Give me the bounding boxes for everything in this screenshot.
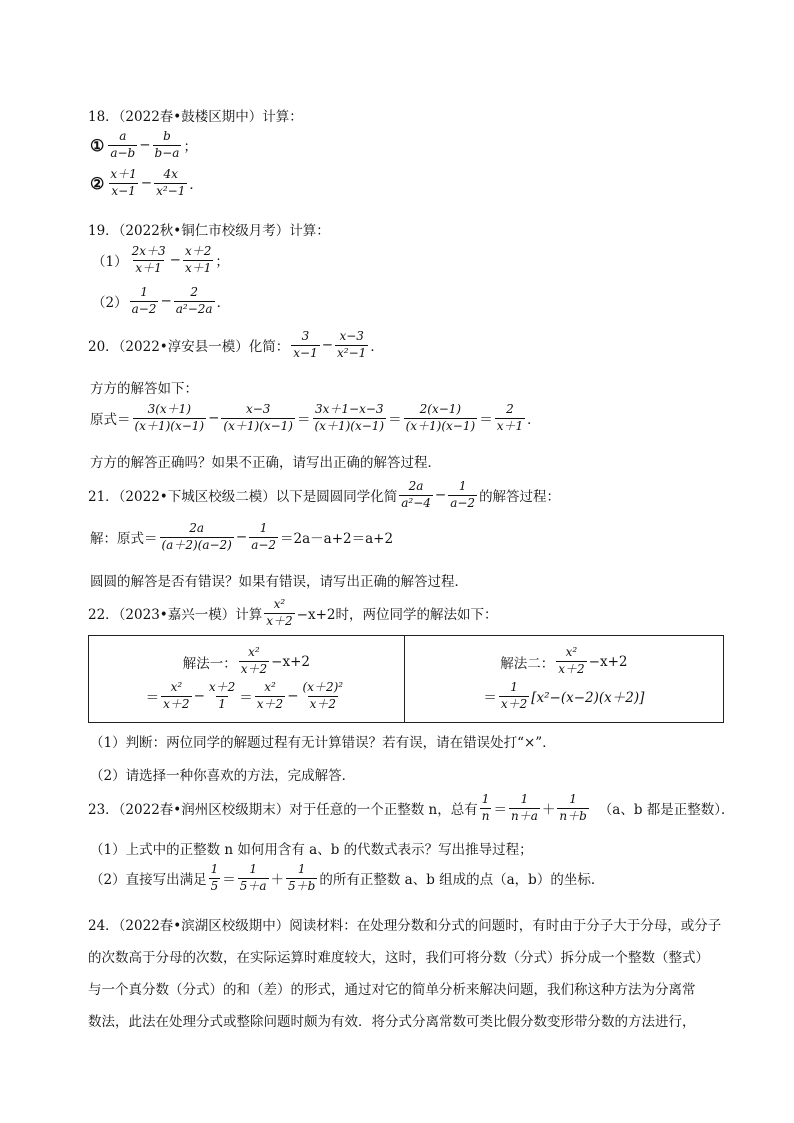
q19-item-2 xyxy=(92,286,230,317)
punctuation: ． xyxy=(370,339,384,356)
q24-line-4 xyxy=(88,1010,696,1030)
fraction xyxy=(153,130,182,161)
fraction xyxy=(291,330,319,361)
denominator: a−b xyxy=(110,145,136,160)
q22-head-tail: −x+2时，两位同学的解法如下： xyxy=(296,607,498,624)
operator: − xyxy=(160,293,172,310)
fraction xyxy=(313,403,387,434)
denominator: x＋1 xyxy=(184,260,212,275)
expression-tail: −x+2 xyxy=(588,653,628,670)
solution-prefix: 原式＝ xyxy=(90,412,131,429)
operator: − xyxy=(169,252,181,269)
q20-intro xyxy=(90,377,198,397)
q23-head-text: 23．（2022春•润州区校级期末）对于任意的一个正整数 n，总有 xyxy=(88,802,478,819)
q20-head-text: 20．（2022•淳安县一模）化简： xyxy=(88,339,290,356)
operator: − xyxy=(434,487,447,504)
punctuation: ． xyxy=(216,295,231,312)
q22-part-2 xyxy=(90,764,355,784)
fraction xyxy=(160,522,234,553)
numerator: x−3 xyxy=(339,329,364,343)
denominator: a²−2a xyxy=(175,301,213,316)
q23-part-2 xyxy=(90,863,604,894)
denominator: 5 xyxy=(210,878,219,893)
q19-item-1 xyxy=(92,245,229,276)
equals: ＝ xyxy=(483,690,497,707)
numerator: a xyxy=(119,129,127,143)
numerator: 2a xyxy=(408,479,424,493)
punctuation: ． xyxy=(527,412,541,429)
numerator: 2a xyxy=(189,521,205,535)
fraction xyxy=(221,403,295,434)
q21-head-text: 21．（2022•下城区校级二模）以下是圆圆同学化简 xyxy=(88,489,398,506)
numerator: x＋2 xyxy=(208,680,236,694)
equals: ＝ xyxy=(222,872,236,889)
q22-part-2-text: （2）请选择一种你喜欢的方法，完成解答． xyxy=(90,768,356,784)
denominator: (x＋1)(x−1) xyxy=(314,418,385,433)
equals: ＝ xyxy=(388,412,402,429)
fraction xyxy=(108,168,138,199)
bracket-expression: [x²−(x−2)(x＋2)] xyxy=(531,690,645,707)
denominator: x²−1 xyxy=(337,345,367,360)
fraction xyxy=(249,522,278,553)
fraction xyxy=(404,403,478,434)
numerator: 3x＋1−x−3 xyxy=(315,402,384,416)
numerator: 2 xyxy=(506,402,514,416)
q23-part-2-tail: 的所有正整数 a、b 组成的点（a，b）的坐标． xyxy=(319,872,605,889)
q20-heading xyxy=(88,330,384,361)
operator: − xyxy=(287,688,299,705)
denominator: x＋1 xyxy=(496,418,524,433)
denominator: x＋2 xyxy=(500,696,528,711)
denominator: 5＋a xyxy=(239,878,267,893)
denominator: (a＋2)(a−2) xyxy=(161,537,232,552)
numerator: x＋1 xyxy=(110,167,137,181)
fraction xyxy=(108,130,137,161)
item-marker: （2） xyxy=(92,295,128,312)
fraction xyxy=(154,168,187,199)
denominator: x²−1 xyxy=(156,183,186,198)
fraction xyxy=(239,646,269,677)
equals: ＝ xyxy=(145,690,160,707)
method-one-cell xyxy=(89,636,405,723)
numerator: 1 xyxy=(249,862,257,876)
fraction xyxy=(448,480,477,511)
denominator: n＋a xyxy=(510,808,538,823)
denominator: x＋2 xyxy=(163,696,190,711)
denominator: a−2 xyxy=(251,537,277,552)
item-marker: （1） xyxy=(92,254,128,271)
denominator: x＋2 xyxy=(266,613,293,628)
q21-solution xyxy=(90,522,393,553)
denominator: n＋b xyxy=(559,808,587,823)
numerator: 1 xyxy=(140,285,148,299)
numerator: 2 xyxy=(190,285,198,299)
method-two-label: 解法二： xyxy=(500,655,555,672)
method-two-line1 xyxy=(405,646,723,677)
solution-tail: ＝2a－a+2＝a+2 xyxy=(280,531,394,548)
fraction xyxy=(161,681,191,712)
denominator: 5＋b xyxy=(288,878,316,893)
fraction xyxy=(556,646,586,677)
numerator: 1 xyxy=(520,792,529,806)
q22-heading xyxy=(88,598,497,629)
q22-part-1 xyxy=(90,731,556,751)
fraction xyxy=(174,286,215,317)
solutions-table xyxy=(88,635,724,723)
method-two-cell xyxy=(404,636,723,723)
operator: − xyxy=(321,337,334,354)
numerator: x² xyxy=(273,597,286,611)
q18-item-1 xyxy=(90,130,197,161)
numerator: 1 xyxy=(458,479,467,493)
fraction xyxy=(399,480,433,511)
equals: ＝ xyxy=(239,690,253,707)
numerator: 4x xyxy=(163,167,178,181)
denominator: b−a xyxy=(154,145,180,160)
operator: − xyxy=(235,529,248,546)
equals: ＝ xyxy=(479,412,493,429)
q20-intro-text: 方方的解答如下： xyxy=(90,381,198,397)
method-one-line2 xyxy=(89,681,404,712)
operator: ＋ xyxy=(270,872,285,889)
operator: − xyxy=(193,688,205,705)
equals: ＝ xyxy=(297,412,311,429)
fraction xyxy=(255,681,285,712)
denominator: x−1 xyxy=(111,183,136,198)
fraction xyxy=(509,793,540,824)
punctuation: ； xyxy=(215,254,229,271)
fraction xyxy=(130,245,168,276)
numerator: x² xyxy=(248,645,260,660)
denominator: x＋2 xyxy=(256,696,284,711)
fraction xyxy=(495,403,525,434)
q20-solution xyxy=(90,403,541,434)
denominator: (x＋1)(x−1) xyxy=(405,418,476,433)
punctuation: ； xyxy=(183,139,197,156)
fraction xyxy=(499,681,529,712)
denominator: x＋1 xyxy=(135,260,162,275)
fraction xyxy=(130,286,159,317)
q18-heading xyxy=(88,105,303,125)
q21-heading xyxy=(88,480,560,511)
operator: − xyxy=(140,175,153,192)
q19-heading xyxy=(88,219,330,239)
q24-line-3 xyxy=(88,978,696,998)
numerator: 1 xyxy=(510,680,518,694)
q21-question-text: 圆圆的解答是否有错误？如果有错误，请写出正确的解答过程． xyxy=(90,574,468,590)
q21-head-tail: 的解答过程： xyxy=(479,489,561,506)
operator: ＋ xyxy=(541,802,556,819)
numerator: x−3 xyxy=(245,402,271,416)
q20-question-text: 方方的解答正确吗？如果不正确，请写出正确的解答过程． xyxy=(90,455,441,471)
numerator: x² xyxy=(264,680,276,694)
q24-text: 数法，此法在处理分式或整除问题时颇为有效．将分式分离常数可类比假分数变形带分数的方法进行， xyxy=(88,1014,696,1030)
denominator: x＋2 xyxy=(558,662,585,677)
numerator: 3(x＋1) xyxy=(147,402,191,416)
q19-head-text: 19．（2022秋•铜仁市校级月考）计算： xyxy=(88,223,330,239)
fraction xyxy=(301,681,346,712)
denominator: 1 xyxy=(218,696,226,711)
punctuation: ． xyxy=(189,177,203,194)
numerator: x² xyxy=(170,680,183,694)
numerator: x² xyxy=(565,645,578,660)
q21-question xyxy=(90,570,468,590)
denominator: (x＋1)(x−1) xyxy=(134,418,205,433)
q24-text: 的次数高于分母的次数，在实际运算时难度较大，这时，我们可将分数（分式）拆分成一个整数（整式） xyxy=(88,950,709,966)
q18-item-2 xyxy=(90,168,203,199)
circled-2-marker: ② xyxy=(90,173,105,193)
q22-head-text: 22．（2023•嘉兴一模）计算 xyxy=(88,607,263,624)
denominator: x−1 xyxy=(293,345,318,360)
q23-part-1 xyxy=(90,838,533,858)
fraction xyxy=(238,863,269,894)
fraction xyxy=(264,598,294,629)
numerator: 1 xyxy=(259,521,268,535)
q24-text: 与一个真分数（分式）的和（差）的形式，通过对它的简单分析来解决问题，我们称这种方法为分离常 xyxy=(88,982,696,998)
fraction xyxy=(335,330,368,361)
q24-text: 24．（2022春•滨湖区校级期中）阅读材料：在处理分数和分式的问题时，有时由于分子大于分母，或分子 xyxy=(88,918,722,934)
numerator: 1 xyxy=(569,792,577,806)
numerator: 1 xyxy=(297,862,306,876)
numerator: b xyxy=(163,129,171,143)
equals: ＝ xyxy=(493,802,507,819)
fraction xyxy=(286,863,317,894)
circled-1-marker: ① xyxy=(90,135,105,155)
q23-part-2-text: （2）直接写出满足 xyxy=(90,872,207,889)
q23-heading xyxy=(88,793,735,824)
fraction xyxy=(133,403,207,434)
denominator: x＋2 xyxy=(240,662,268,677)
fraction xyxy=(209,863,221,894)
numerator: 3 xyxy=(301,329,310,343)
numerator: 2(x−1) xyxy=(419,402,462,416)
q23-head-tail: （a、b 都是正整数）． xyxy=(598,802,735,819)
solution-prefix: 解：原式＝ xyxy=(90,531,158,548)
denominator: (x＋1)(x−1) xyxy=(223,418,293,433)
q24-line-2 xyxy=(88,946,709,966)
denominator: a²−4 xyxy=(401,495,431,510)
denominator: n xyxy=(481,808,490,823)
q22-part-1-text: （1）判断：两位同学的解题过程有无计算错误？若有误，请在错误处打“×”． xyxy=(90,735,556,751)
operator: − xyxy=(139,137,151,154)
expression-tail: −x+2 xyxy=(271,653,310,670)
q24-line-1 xyxy=(88,914,721,934)
method-one-line1 xyxy=(89,646,404,677)
fraction xyxy=(207,681,237,712)
q20-question xyxy=(90,451,441,471)
fraction xyxy=(557,793,588,824)
fraction xyxy=(480,793,492,824)
method-one-label: 解法一： xyxy=(182,655,237,672)
denominator: a−2 xyxy=(131,301,157,316)
numerator: x＋2 xyxy=(184,244,212,258)
fraction xyxy=(183,245,213,276)
q18-head-text: 18．（2022春•鼓楼区期中）计算： xyxy=(88,109,303,125)
numerator: 1 xyxy=(481,792,490,806)
q23-part-1-text: （1）上式中的正整数 n 如何用含有 a、b 的代数式表示？写出推导过程； xyxy=(90,842,533,858)
denominator: a−2 xyxy=(450,495,476,510)
method-two-line2 xyxy=(405,681,723,712)
numerator: 1 xyxy=(210,862,219,876)
numerator: 2x＋3 xyxy=(131,244,166,258)
denominator: x＋2 xyxy=(309,696,336,711)
numerator: (x＋2)² xyxy=(302,680,344,694)
operator: − xyxy=(208,410,220,427)
